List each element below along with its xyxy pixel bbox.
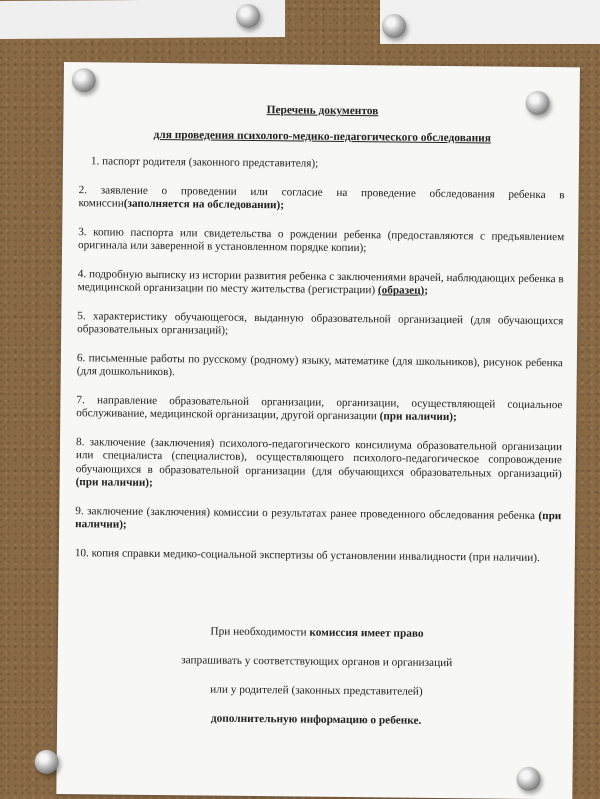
pushpin-icon: [516, 767, 540, 791]
pushpin-icon: [525, 91, 549, 115]
document-footer: [73, 624, 560, 745]
list-item: 8. заключение (заключения) психолого-педагогического консилиума образовательной организации или специалиста (специалистов), осуществляющего психолого-педагогическое сопровождение обучающихся в образовательной организации (для обучающихся образовательных организаций) (при наличии);: [75, 435, 563, 489]
list-item: 1. паспорт родителя (законного представителя);: [90, 155, 319, 170]
list-item: 6. письменные работы по русскому (родному) языку, математике (для школьников), рисунок ребенка (для дошкольников).: [76, 351, 563, 379]
footer-line: запрашивать у соответствующих органов и организаций: [181, 654, 453, 670]
pushpin-icon: [72, 68, 96, 92]
pushpin-icon: [236, 4, 260, 28]
footer-line: дополнительную информацию о ребенке.: [210, 712, 422, 727]
list-item: 5. характеристику обучающегося, выданную образовательной организацией (для обучающихся образовательных организаций);: [77, 309, 564, 337]
document-sheet: [56, 62, 580, 799]
document-body: [75, 102, 566, 580]
pushpin-icon: [35, 750, 59, 774]
document-subtitle: для проведения психолого-медико-педагогического обследования: [153, 128, 491, 144]
list-item: 4. подробную выписку из истории развития ребенка с заключениями врачей, наблюдающих ребенка в медицинской организации по месту жительства (регистрации) (образец);: [77, 267, 564, 297]
other-paper-top-right: [380, 0, 600, 44]
footer-line: или у родителей (законных представителей): [210, 683, 423, 698]
list-item: 2. заявление о проведении или согласие на проведение обследования ребенка в комиссии(заполняется на обследовании);: [78, 183, 565, 212]
list-item: 10. копия справки медико-социальной экспертизы об установлении инвалидности (при наличии).: [74, 546, 540, 564]
list-item: 3. копию паспорта или свидетельства о рождении ребенка (предоставляются с предъявлением оригинала или заверенной в установленном порядке копии);: [78, 225, 565, 255]
document-title: Перечень документов: [266, 104, 379, 118]
pushpin-icon: [382, 14, 406, 38]
list-item: 7. направление образовательной организации, организации, осуществляющей социальное обслуживание, медицинской организации, другой организации (при наличии);: [76, 393, 563, 424]
list-item: 9. заключение (заключения) комиссии о результатах ранее проведенного обследования ребенка (при наличии);: [75, 504, 562, 531]
footer-line: При необходимости комиссия имеет право: [210, 625, 424, 640]
